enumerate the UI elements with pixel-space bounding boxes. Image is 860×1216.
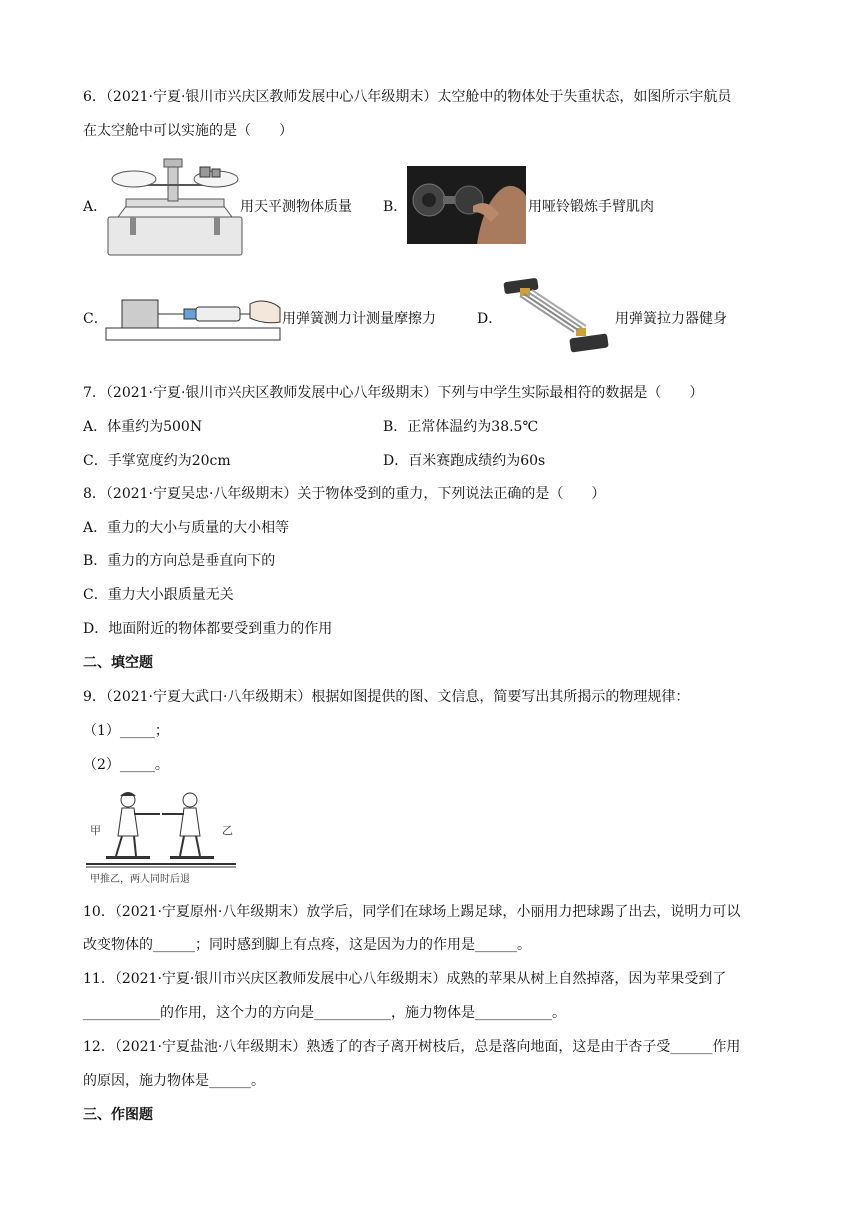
q7-option-b: B．正常体温约为38.5℃ (383, 419, 539, 435)
q8-option-b: B．重力的方向总是垂直向下的 (83, 553, 276, 569)
q10-line2: 改变物体的______；同时感到脚上有点疼，这是因为力的作用是______。 (83, 937, 531, 953)
q9-blank-1: （1）_____； (83, 723, 169, 739)
skaters-pushing-figure (86, 788, 236, 888)
section-fill-in-heading: 二、填空题 (83, 655, 153, 671)
balance-scale-figure (104, 157, 246, 257)
figure-caption: 甲推乙，两人同时后退 (90, 874, 190, 885)
spring-scale-friction-figure (104, 294, 282, 344)
section-drawing-heading: 三、作图题 (83, 1107, 153, 1123)
q9-stem: 9．（2021·宁夏大武口·八年级期末）根据如图提供的图、文信息，简要写出其所揭示的物理规律： (83, 689, 690, 705)
q7-option-c: C．手掌宽度约为20cm (83, 453, 231, 469)
figure-label-yi: 乙 (222, 824, 233, 837)
q7-option-d: D．百米赛跑成绩约为60s (383, 453, 546, 469)
q6-option-c-label: C． (83, 311, 108, 327)
q6-stem-line2: 在太空舱中可以实施的是（ ） (83, 123, 293, 139)
spring-expander-figure (500, 276, 612, 356)
q6-option-a-label: A． (83, 199, 108, 215)
q7-stem: 7．（2021·宁夏·银川市兴庆区教师发展中心八年级期末）下列与中学生实际最相符的数据是（ ） (83, 385, 704, 401)
q8-option-d: D．地面附近的物体都要受到重力的作用 (83, 621, 333, 637)
q6-option-a-text: 用天平测物体质量 (240, 199, 352, 215)
q6-option-d-label: D． (477, 311, 503, 327)
q6-option-c-text: 用弹簧测力计测量摩擦力 (282, 311, 436, 327)
q8-stem: 8．（2021·宁夏吴忠·八年级期末）关于物体受到的重力，下列说法正确的是（ ） (83, 486, 606, 502)
q9-blank-2: （2）_____。 (83, 757, 169, 773)
q6-stem-line1: 6．（2021·宁夏·银川市兴庆区教师发展中心八年级期末）太空舱中的物体处于失重状态，如图所示宇航员 (83, 89, 732, 105)
q6-option-b-label: B． (383, 199, 408, 215)
q8-option-a: A．重力的大小与质量的大小相等 (83, 520, 290, 536)
figure-label-jia: 甲 (90, 824, 101, 837)
q11-line1: 11．（2021·宁夏·银川市兴庆区教师发展中心八年级期末）成熟的苹果从树上自然掉落，因为苹果受到了 (83, 971, 727, 987)
dumbbell-photo (407, 166, 526, 244)
q8-option-c: C．重力大小跟质量无关 (83, 587, 234, 603)
q6-option-b-text: 用哑铃锻炼手臂肌肉 (528, 199, 654, 215)
q12-line1: 12．（2021·宁夏盐池·八年级期末）熟透了的杏子离开树枝后，总是落向地面，这是由于杏子受______作用 (83, 1039, 741, 1055)
q10-line1: 10．（2021·宁夏原州·八年级期末）放学后，同学们在球场上踢足球，小丽用力把球踢了出去，说明力可以 (83, 904, 741, 920)
q6-option-d-text: 用弹簧拉力器健身 (615, 311, 727, 327)
q12-line2: 的原因，施力物体是______。 (83, 1073, 265, 1089)
q7-option-a: A．体重约为500N (83, 419, 203, 435)
q11-line2: ___________的作用，这个力的方向是___________，施力物体是___________。 (83, 1005, 566, 1021)
